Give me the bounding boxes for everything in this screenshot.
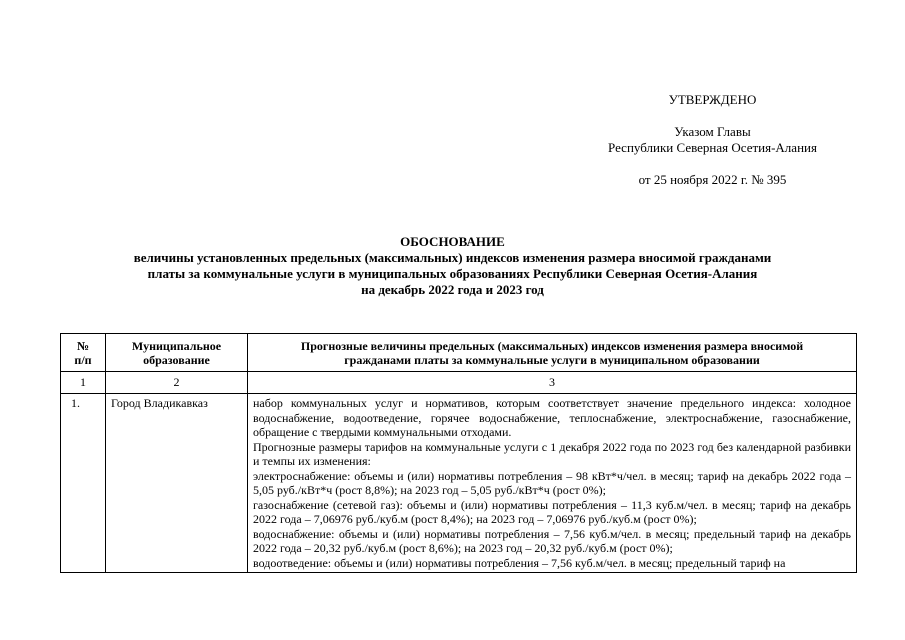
table-header-row	[61, 334, 857, 372]
content-paragraph: электроснабжение: объемы и (или) нормативы потребления – 98 кВт*ч/чел. в месяц; тариф на декабрь 2022 года – 5,05 руб./кВт*ч (рост 8,8%); на 2023 год – 5,05 руб./кВт*ч (рост 0%);	[253, 468, 851, 497]
column-number: 2	[106, 372, 248, 394]
index-table	[60, 333, 857, 573]
approval-authority: Указом Главы	[674, 124, 751, 139]
heading-line-2: величины установленных предельных (максимальных) индексов изменения размера вносимой гражданами	[133, 250, 772, 265]
header-municipality-line1: Муниципальное	[131, 338, 222, 353]
header-forecast-line1: Прогнозные величины предельных (максимальных) индексов изменения размера вносимой	[300, 338, 804, 353]
approval-republic: Республики Северная Осетия-Алания	[608, 140, 817, 155]
header-number-line1: №	[76, 338, 90, 353]
row-number: 1.	[61, 394, 106, 573]
header-number	[61, 334, 106, 372]
approval-block	[560, 92, 865, 188]
approval-date: от 25 ноября 2022 г. № 395	[638, 172, 787, 187]
table-row	[61, 394, 857, 573]
column-number-row	[61, 372, 857, 394]
document-title: ОБОСНОВАНИЕ	[400, 234, 505, 249]
header-municipality	[106, 334, 248, 372]
column-number: 1	[61, 372, 106, 394]
content-paragraph: газоснабжение (сетевой газ): объемы и (или) нормативы потребления – 11,3 куб.м/чел. в месяц; тариф на декабрь 2022 года – 7,06976 руб./куб.м (рост 8,4%); на 2023 год – 7,06976 руб./куб.м (рост 0%);	[253, 497, 851, 526]
heading-line-3: платы за коммунальные услуги в муниципальных образованиях Республики Северная Осетия-Алания	[147, 266, 758, 281]
header-forecast	[248, 334, 857, 372]
heading-line-4: на декабрь 2022 года и 2023 год	[361, 282, 544, 297]
approval-stamp: УТВЕРЖДЕНО	[668, 92, 757, 107]
content-paragraph: водоотведение: объемы и (или) нормативы потребления – 7,56 куб.м/чел. в месяц; предельный тариф на	[253, 555, 786, 570]
header-forecast-line2: гражданами платы за коммунальные услуги в муниципальном образовании	[344, 352, 760, 367]
header-municipality-line2: образование	[143, 352, 210, 367]
content-paragraph: набор коммунальных услуг и нормативов, которым соответствует значение предельного индекса: холодное водоснабжение, водоотведение, горячее водоснабжение, теплоснабжение, электроснабжение, газоснабжение, обращение с твердыми коммунальными отходами.	[253, 396, 851, 439]
content-paragraph: водоснабжение: объемы и (или) нормативы потребления – 7,56 куб.м/чел. в месяц; предельный тариф на декабрь 2022 года – 20,32 руб./куб.м (рост 8,6%); на 2023 год – 20,32 руб./куб.м (рост 0%);	[253, 526, 851, 555]
document-heading	[60, 234, 845, 298]
header-number-line2: п/п	[74, 352, 92, 367]
forecast-content	[248, 394, 857, 573]
content-paragraph: Прогнозные размеры тарифов на коммунальные услуги с 1 декабря 2022 года по 2023 год без календарной разбивки и темпы их изменения:	[253, 439, 851, 468]
municipality-name: Город Владикавказ	[106, 394, 248, 573]
column-number: 3	[248, 372, 857, 394]
